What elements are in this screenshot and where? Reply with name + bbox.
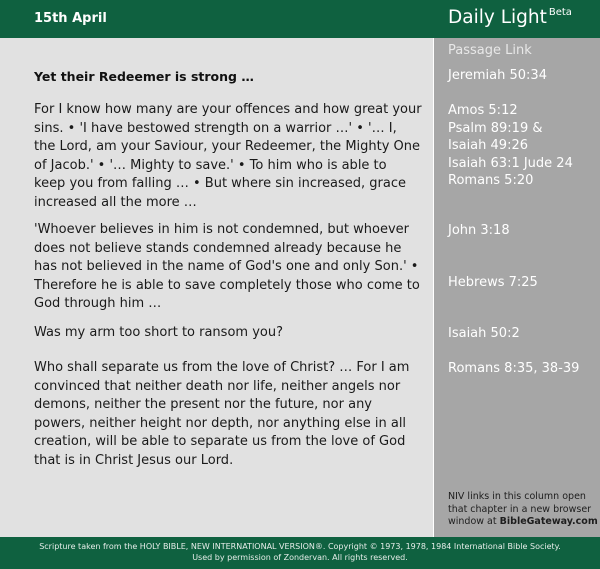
passage-link-heading: Passage Link <box>448 43 532 58</box>
passage-link-label[interactable]: Romans 8:35, 38-39 <box>448 361 580 376</box>
copyright-footer <box>0 537 600 569</box>
passage-links-group-2 <box>448 102 598 190</box>
reading-paragraph: 'Whoever believes in him is not condemned, but whoever does not believe stands condemned already because he has not believed in the name of God's one and only Son.' • Therefore he is able to save completely those who come to God through him … <box>34 222 420 312</box>
passage-link-romans-5-20[interactable]: Romans 5:20 <box>448 173 534 188</box>
passage-link-romans-8-35[interactable] <box>448 360 598 378</box>
beta-badge: Beta <box>548 7 572 18</box>
passage-link-amos-5-12[interactable]: Amos 5:12 <box>448 103 518 118</box>
passage-link-jeremiah-50-34[interactable] <box>448 67 598 85</box>
passage-link-hebrews-7-25[interactable] <box>448 274 598 292</box>
passage-link-label[interactable]: Jeremiah 50:34 <box>448 68 547 83</box>
biblegateway-link[interactable]: BibleGateway.com <box>499 516 598 528</box>
passage-link-label[interactable]: Isaiah 50:2 <box>448 326 520 341</box>
reading-paragraph: Was my arm too short to ransom you? <box>34 325 283 340</box>
passage-link-john-3-18[interactable] <box>448 222 598 240</box>
passage-link-isaiah-50-2[interactable] <box>448 325 598 343</box>
reading-heading: Yet their Redeemer is strong … <box>34 69 254 84</box>
reading-paragraph: Who shall separate us from the love of Christ? … For I am convinced that neither death nor life, neither angels nor demons, neither the present nor the future, nor any powers, neither height nor depth, nor anything else in all creation, will be able to separate us from the love of God that is in Christ Jesus our Lord. <box>34 360 410 468</box>
date-label: 15th April <box>34 11 107 26</box>
passage-link-label[interactable]: Hebrews 7:25 <box>448 275 538 290</box>
copyright-line-2: Used by permission of Zondervan. All rights reserved. <box>192 552 408 562</box>
copyright-line-1: Scripture taken from the HOLY BIBLE, NEW INTERNATIONAL VERSION®. Copyright © 1973, 1978, 1984 International Bible Society. <box>39 542 561 551</box>
app-title <box>448 7 572 28</box>
reading-paragraph: For I know how many are your offences and how great your sins. • 'I have bestowed strength on a warrior …' • '… I, the Lord, am your Saviour, your Redeemer, the Mighty One of Jacob.' • '… Mighty to save.' • To him who is able to keep you from falling … • But where sin increased, grace increased all the more … <box>34 102 422 210</box>
niv-links-note-text: NIV links in this column open that chapter in a new browser window at <box>448 491 592 528</box>
passage-link-isaiah-63-1-jude-24[interactable]: Isaiah 63:1 Jude 24 <box>448 155 573 171</box>
app-title-text: Daily Light <box>448 7 547 28</box>
passage-link-psalm-89-19[interactable]: Psalm 89:19 & <box>448 120 543 136</box>
passage-link-isaiah-49-26[interactable]: Isaiah 49:26 <box>448 138 528 153</box>
niv-links-note <box>448 491 598 529</box>
passage-link-label[interactable]: John 3:18 <box>448 223 510 238</box>
header-bar <box>0 0 600 38</box>
